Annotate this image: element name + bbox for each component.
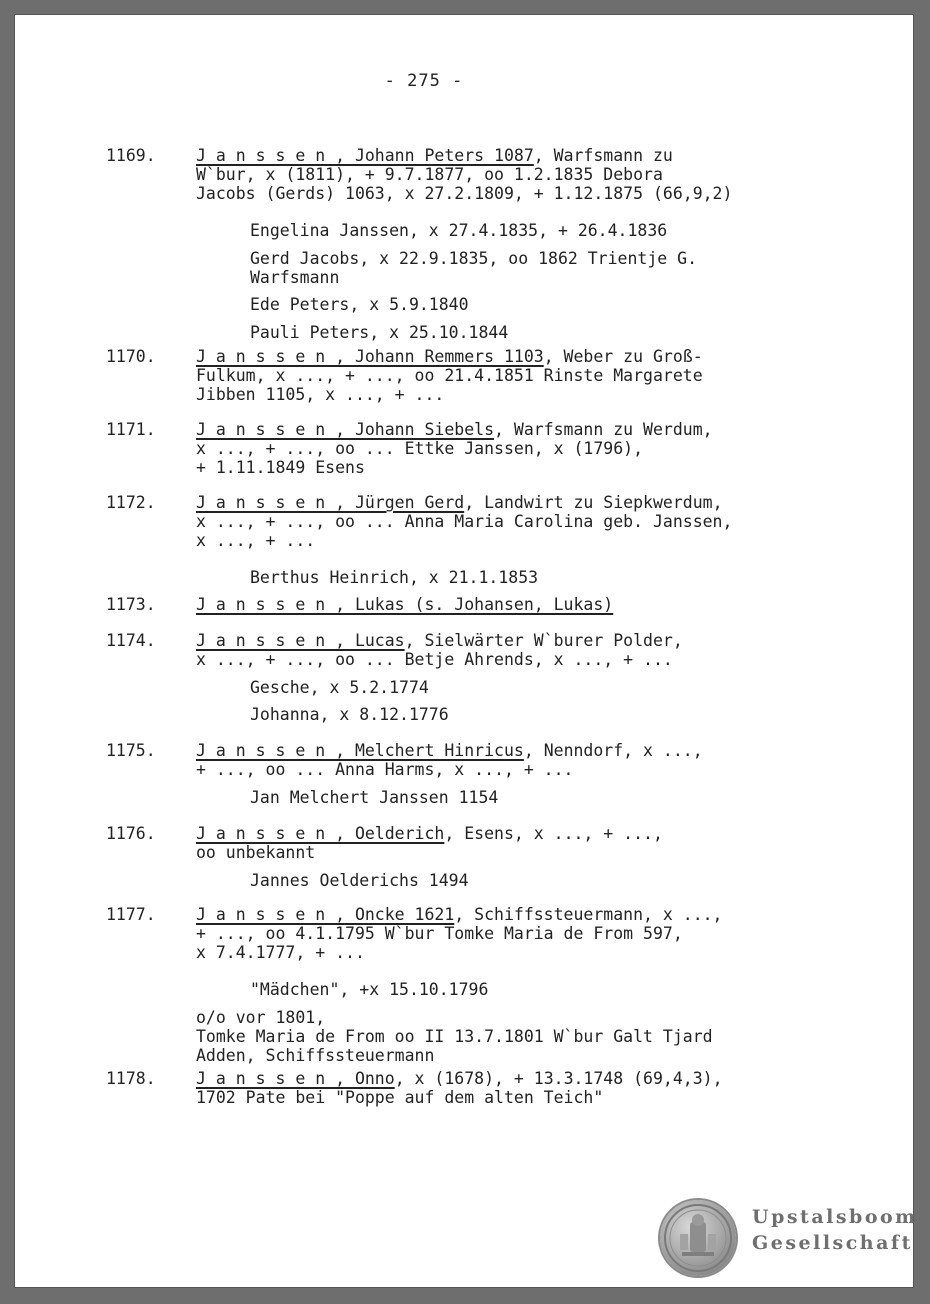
entry-heading-rest: , Weber zu Groß- bbox=[543, 347, 703, 366]
child-line: Ede Peters, x 5.9.1840 bbox=[250, 295, 469, 314]
entry-heading-rest: , Warfsmann zu bbox=[533, 146, 673, 165]
entry-line: x ..., + ..., oo ... Betje Ahrends, x ..., + ... bbox=[196, 650, 673, 669]
entry-line bbox=[196, 420, 713, 439]
entry-heading-rest: , x (1678), + 13.3.1748 (69,4,3), bbox=[394, 1069, 723, 1088]
entry-line bbox=[196, 905, 723, 924]
child-line: Gesche, x 5.2.1774 bbox=[250, 678, 429, 697]
entry-line: + ..., oo 4.1.1795 W`bur Tomke Maria de From 597, bbox=[196, 924, 683, 943]
entry-number: 1178. bbox=[106, 1069, 156, 1088]
society-name-line2: Gesellschaft bbox=[752, 1232, 913, 1254]
entry-line bbox=[196, 631, 683, 650]
entry-heading: J a n s s e n , Johann Peters 1087 bbox=[196, 146, 534, 165]
child-line: Pauli Peters, x 25.10.1844 bbox=[250, 323, 509, 342]
entry-number: 1174. bbox=[106, 631, 156, 650]
entry-line bbox=[196, 741, 703, 760]
entry-number: 1173. bbox=[106, 595, 156, 614]
entry-number: 1170. bbox=[106, 347, 156, 366]
entry-line: x ..., + ..., oo ... Ettke Janssen, x (1796), bbox=[196, 439, 644, 458]
society-logo bbox=[660, 1200, 918, 1280]
child-line: Warfsmann bbox=[250, 268, 340, 287]
entry-line: Fulkum, x ..., + ..., oo 21.4.1851 Rinste Margarete bbox=[196, 366, 703, 385]
entry-heading: J a n s s e n , Oncke 1621 bbox=[196, 905, 455, 924]
entry-heading-rest: , Esens, x ..., + ..., bbox=[444, 824, 663, 843]
page-number: - 275 - bbox=[384, 71, 464, 91]
entry-heading: J a n s s e n , Lucas bbox=[196, 631, 405, 650]
child-line: Gerd Jacobs, x 22.9.1835, oo 1862 Trientje G. bbox=[250, 249, 698, 268]
child-line: Engelina Janssen, x 27.4.1835, + 26.4.1836 bbox=[250, 221, 668, 240]
entry-line bbox=[196, 824, 663, 843]
entry-number: 1175. bbox=[106, 741, 156, 760]
entry-heading: J a n s s e n , Johann Remmers 1103 bbox=[196, 347, 544, 366]
entry-number: 1176. bbox=[106, 824, 156, 843]
child-line: Jan Melchert Janssen 1154 bbox=[250, 788, 499, 807]
entry-number: 1177. bbox=[106, 905, 156, 924]
child-line: Johanna, x 8.12.1776 bbox=[250, 705, 449, 724]
note-line: Tomke Maria de From oo II 13.7.1801 W`bur Galt Tjard bbox=[196, 1027, 713, 1046]
entry-heading: J a n s s e n , Jürgen Gerd bbox=[196, 493, 465, 512]
note-line: Adden, Schiffssteuermann bbox=[196, 1046, 435, 1065]
entry-line: x ..., + ... bbox=[196, 531, 316, 550]
entry-heading-rest: , Landwirt zu Siepkwerdum, bbox=[464, 493, 723, 512]
entry-heading: J a n s s e n , Johann Siebels bbox=[196, 420, 495, 439]
entry-line: 1702 Pate bei "Poppe auf dem alten Teich" bbox=[196, 1088, 604, 1107]
entry-line: x 7.4.1777, + ... bbox=[196, 943, 365, 962]
entry-line bbox=[196, 595, 613, 614]
entry-line: W`bur, x (1811), + 9.7.1877, oo 1.2.1835 Debora bbox=[196, 165, 663, 184]
entry-heading-rest: , Warfsmann zu Werdum, bbox=[494, 420, 713, 439]
entry-line bbox=[196, 1069, 723, 1088]
seal-icon bbox=[660, 1200, 736, 1276]
entry-heading: J a n s s e n , Oelderich bbox=[196, 824, 445, 843]
entry-heading: J a n s s e n , Onno bbox=[196, 1069, 395, 1088]
entry-line: Jibben 1105, x ..., + ... bbox=[196, 385, 445, 404]
entry-line: oo unbekannt bbox=[196, 843, 316, 862]
entry-heading: J a n s s e n , Lukas (s. Johansen, Lukas) bbox=[196, 595, 614, 614]
entry-line: x ..., + ..., oo ... Anna Maria Carolina geb. Janssen, bbox=[196, 512, 733, 531]
entry-line: Jacobs (Gerds) 1063, x 27.2.1809, + 1.12.1875 (66,9,2) bbox=[196, 184, 733, 203]
entry-line: + 1.11.1849 Esens bbox=[196, 458, 365, 477]
entry-line bbox=[196, 146, 673, 165]
society-name-line1: Upstalsboom bbox=[752, 1206, 918, 1228]
entry-heading: J a n s s e n , Melchert Hinricus bbox=[196, 741, 524, 760]
note-line: o/o vor 1801, bbox=[196, 1008, 326, 1027]
entry-line bbox=[196, 347, 703, 366]
entry-line: + ..., oo ... Anna Harms, x ..., + ... bbox=[196, 760, 574, 779]
entry-number: 1172. bbox=[106, 493, 156, 512]
child-line: Jannes Oelderichs 1494 bbox=[250, 871, 469, 890]
entry-heading-rest: , Sielwärter W`burer Polder, bbox=[404, 631, 683, 650]
entry-number: 1171. bbox=[106, 420, 156, 439]
child-line: Berthus Heinrich, x 21.1.1853 bbox=[250, 568, 539, 587]
entry-line bbox=[196, 493, 723, 512]
child-line: "Mädchen", +x 15.10.1796 bbox=[250, 980, 489, 999]
entry-heading-rest: , Nenndorf, x ..., bbox=[523, 741, 703, 760]
entry-number: 1169. bbox=[106, 146, 156, 165]
entry-heading-rest: , Schiffssteuermann, x ..., bbox=[454, 905, 723, 924]
document-page bbox=[14, 14, 918, 1288]
